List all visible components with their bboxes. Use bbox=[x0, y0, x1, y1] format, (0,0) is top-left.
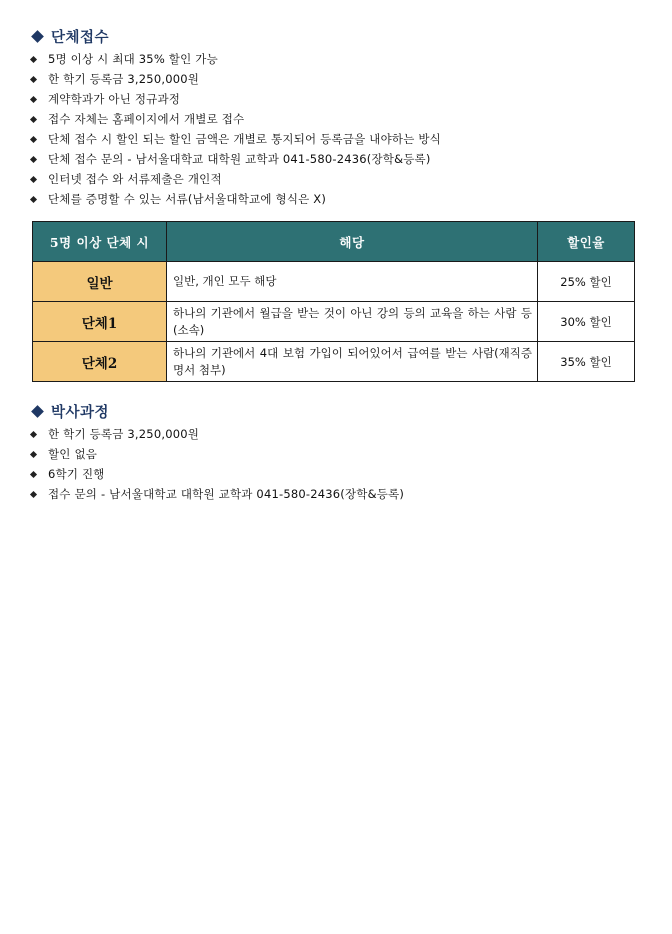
row-description: 일반, 개인 모두 해당 bbox=[167, 262, 538, 302]
bullet-icon bbox=[30, 175, 37, 182]
list-item-text: 접수 문의 - 남서울대학교 대학원 교학과 041-580-2436(장학&등록) bbox=[48, 487, 405, 501]
doctoral-bullet-list bbox=[31, 424, 404, 504]
table-header-row bbox=[33, 222, 635, 262]
list-item-text: 단체 접수 문의 - 남서울대학교 대학원 교학과 041-580-2436(장학&등록) bbox=[48, 152, 431, 166]
list-item-text: 단체 접수 시 할인 되는 할인 금액은 개별로 통지되어 등록금을 내야하는 방식 bbox=[48, 132, 441, 146]
list-item-text: 계약학과가 아닌 정규과정 bbox=[48, 92, 181, 106]
list-item bbox=[31, 464, 404, 484]
bullet-icon bbox=[30, 95, 37, 102]
section-heading-group-application bbox=[31, 26, 109, 46]
bullet-icon bbox=[30, 470, 37, 477]
bullet-icon bbox=[30, 75, 37, 82]
list-item bbox=[31, 89, 441, 109]
table-row bbox=[33, 302, 635, 342]
section-title: 단체접수 bbox=[51, 28, 110, 46]
bullet-icon bbox=[30, 450, 37, 457]
list-item bbox=[31, 189, 441, 209]
bullet-icon bbox=[30, 490, 37, 497]
group-application-bullet-list bbox=[31, 49, 441, 209]
row-discount-rate: 35% 할인 bbox=[538, 342, 635, 382]
table-row bbox=[33, 262, 635, 302]
section-title: 박사과정 bbox=[51, 403, 110, 421]
bullet-icon bbox=[30, 195, 37, 202]
list-item bbox=[31, 424, 404, 444]
list-item bbox=[31, 484, 404, 504]
list-item-text: 5명 이상 시 최대 35% 할인 가능 bbox=[48, 52, 218, 66]
bullet-icon bbox=[30, 155, 37, 162]
list-item bbox=[31, 49, 441, 69]
row-description: 하나의 기관에서 월급을 받는 것이 아닌 강의 등의 교육을 하는 사람 등(소속) bbox=[167, 302, 538, 342]
section-heading-doctoral bbox=[31, 401, 109, 421]
list-item bbox=[31, 69, 441, 89]
table-row bbox=[33, 342, 635, 382]
bullet-icon bbox=[30, 115, 37, 122]
diamond-bullet-icon bbox=[31, 405, 44, 418]
list-item bbox=[31, 149, 441, 169]
bullet-icon bbox=[30, 55, 37, 62]
row-description: 하나의 기관에서 4대 보험 가입이 되어있어서 급여를 받는 사람(재직증명서 첨부) bbox=[167, 342, 538, 382]
list-item-text: 할인 없음 bbox=[48, 447, 98, 461]
header-applies-to: 해당 bbox=[167, 222, 538, 262]
row-label: 단체2 bbox=[33, 342, 167, 382]
list-item bbox=[31, 169, 441, 189]
header-discount-rate: 할인율 bbox=[538, 222, 635, 262]
header-group-size: 5명 이상 단체 시 bbox=[33, 222, 167, 262]
row-discount-rate: 25% 할인 bbox=[538, 262, 635, 302]
row-label: 일반 bbox=[33, 262, 167, 302]
row-discount-rate: 30% 할인 bbox=[538, 302, 635, 342]
list-item-text: 한 학기 등록금 3,250,000원 bbox=[48, 427, 200, 441]
diamond-bullet-icon bbox=[31, 30, 44, 43]
list-item bbox=[31, 109, 441, 129]
row-label: 단체1 bbox=[33, 302, 167, 342]
list-item-text: 6학기 진행 bbox=[48, 467, 105, 481]
list-item-text: 단체를 증명할 수 있는 서류(남서울대학교에 형식은 X) bbox=[48, 192, 327, 206]
list-item-text: 인터넷 접수 와 서류제출은 개인적 bbox=[48, 172, 222, 186]
list-item bbox=[31, 444, 404, 464]
bullet-icon bbox=[30, 430, 37, 437]
bullet-icon bbox=[30, 135, 37, 142]
discount-table bbox=[32, 221, 635, 382]
list-item-text: 한 학기 등록금 3,250,000원 bbox=[48, 72, 200, 86]
list-item bbox=[31, 129, 441, 149]
list-item-text: 접수 자체는 홈페이지에서 개별로 접수 bbox=[48, 112, 245, 126]
